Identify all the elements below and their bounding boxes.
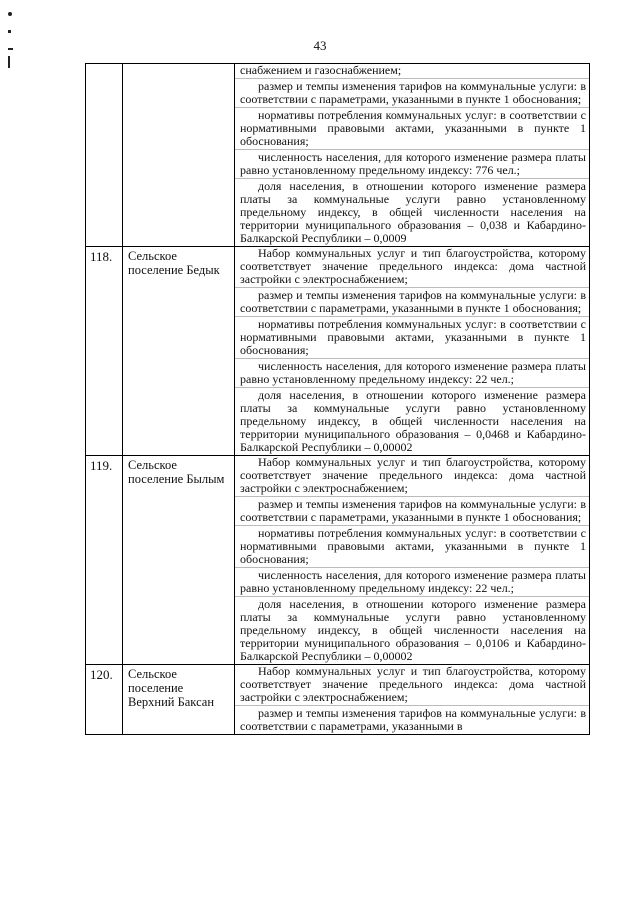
description-paragraph: численность населения, для которого изменение размера платы равно установленному предельному индексу: 22 чел.; (235, 358, 589, 387)
description-paragraph: Набор коммунальных услуг и тип благоустройства, которому соответствует значение предельного индекса: дома частной застройки с электроснабжением; (240, 246, 586, 286)
settlement-name: Сельское поселение Былым (123, 456, 235, 665)
description-paragraph: доля населения, в отношении которого изменение размера платы за коммунальные услуги равно установленному предельному индексу, в общей численности населения на территории муниципального образования – 0,038 и Кабардино-Балкарской Республики – 0,0009 (235, 178, 589, 246)
row-number: 120. (86, 665, 123, 735)
margin-mark (8, 12, 12, 16)
table-row (86, 456, 590, 665)
description-paragraph: Набор коммунальных услуг и тип благоустройства, которому соответствует значение предельного индекса: дома частной застройки с электроснабжением; (240, 455, 586, 495)
row-number (86, 64, 123, 247)
settlement-name: Сельское поселение Бедык (123, 247, 235, 456)
description-paragraph: нормативы потребления коммунальных услуг: в соответствии с нормативными правовыми актами, указанными в пункте 1 обоснования; (235, 316, 589, 358)
description-cell (235, 665, 590, 735)
page-number: 43 (313, 38, 327, 53)
margin-mark (8, 30, 11, 33)
table-body (86, 64, 590, 735)
description-paragraph: доля населения, в отношении которого изменение размера платы за коммунальные услуги равно установленному предельному индексу, в общей численности населения на территории муниципального образования – 0,0106 и Кабардино-Балкарской Республики – 0,00002 (235, 596, 589, 664)
table-row (86, 247, 590, 456)
row-number: 119. (86, 456, 123, 665)
settlement-name: Сельское поселение Верхний Баксан (123, 665, 235, 735)
margin-mark (8, 56, 10, 68)
description-paragraph: размер и темпы изменения тарифов на коммунальные услуги: в соответствии с параметрами, указанными в (235, 705, 589, 734)
description-paragraph: размер и темпы изменения тарифов на коммунальные услуги: в соответствии с параметрами, указанными в пункте 1 обоснования; (235, 287, 589, 316)
table-row (86, 64, 590, 247)
description-paragraph: численность населения, для которого изменение размера платы равно установленному предельному индексу: 776 чел.; (235, 149, 589, 178)
settlements-table (85, 63, 590, 735)
table-row (86, 665, 590, 735)
description-paragraph: нормативы потребления коммунальных услуг: в соответствии с нормативными правовыми актами, указанными в пункте 1 обоснования; (235, 525, 589, 567)
description-paragraph: размер и темпы изменения тарифов на коммунальные услуги: в соответствии с параметрами, указанными в пункте 1 обоснования; (235, 78, 589, 107)
row-number: 118. (86, 247, 123, 456)
description-paragraph: доля населения, в отношении которого изменение размера платы за коммунальные услуги равно установленному предельному индексу, в общей численности населения на территории муниципального образования – 0,0468 и Кабардино-Балкарской Республики – 0,00002 (235, 387, 589, 455)
description-paragraph: размер и темпы изменения тарифов на коммунальные услуги: в соответствии с параметрами, указанными в пункте 1 обоснования; (235, 496, 589, 525)
description-cell (235, 64, 590, 247)
description-cell (235, 247, 590, 456)
description-cell (235, 456, 590, 665)
description-paragraph: численность населения, для которого изменение размера платы равно установленному предельному индексу: 22 чел.; (235, 567, 589, 596)
settlement-name (123, 64, 235, 247)
description-paragraph: нормативы потребления коммунальных услуг: в соответствии с нормативными правовыми актами, указанными в пункте 1 обоснования; (235, 107, 589, 149)
description-paragraph: снабжением и газоснабжением; (240, 63, 402, 77)
description-paragraph: Набор коммунальных услуг и тип благоустройства, которому соответствует значение предельного индекса: дома частной застройки с электроснабжением; (240, 664, 586, 704)
